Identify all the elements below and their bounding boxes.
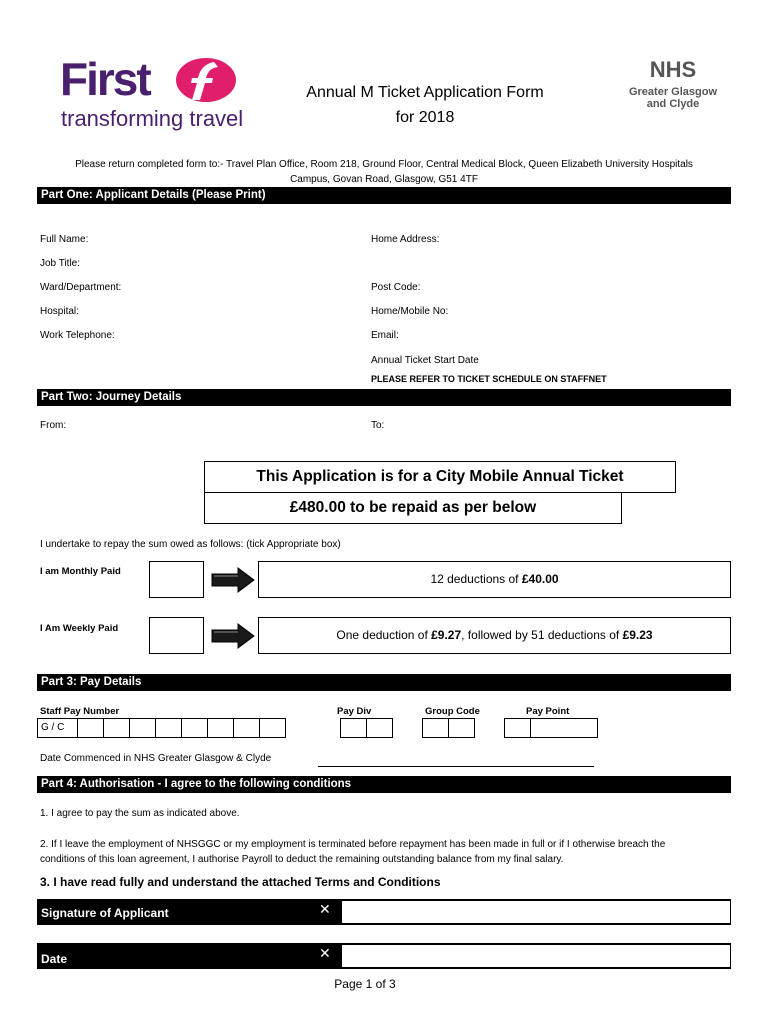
ticket-type-box bbox=[204, 461, 676, 493]
pay-point-cell[interactable] bbox=[530, 718, 598, 738]
post-code-label: Post Code: bbox=[371, 282, 421, 293]
date-commenced-line[interactable] bbox=[318, 766, 594, 767]
return-line1: Please return completed form to:- Travel Plan Office, Room 218, Ground Floor, Central Medical Block, Queen Elizabeth University Hospitals bbox=[75, 159, 693, 170]
first-logo-tagline: transforming travel bbox=[61, 106, 244, 131]
condition-3: 3. I have read fully and understand the attached Terms and Conditions bbox=[40, 875, 441, 889]
email-label: Email: bbox=[371, 330, 399, 341]
pay-point-label: Pay Point bbox=[526, 706, 570, 717]
group-code-label: Group Code bbox=[425, 706, 480, 717]
pay-div-cell[interactable] bbox=[340, 718, 367, 738]
date-label: Date bbox=[41, 952, 68, 966]
monthly-amount: £40.00 bbox=[521, 572, 559, 586]
home-address-label: Home Address: bbox=[371, 234, 440, 245]
repay-amount-box bbox=[204, 492, 622, 524]
condition-2-line1: 2. If I leave the employment of NHSGGC or my employment is terminated before repayment has been made in full or if I otherwise breach the bbox=[40, 839, 666, 850]
date-field[interactable] bbox=[342, 945, 730, 967]
weekly-mid: , followed by 51 deductions of bbox=[461, 628, 623, 642]
part-two-heading: Part Two: Journey Details bbox=[37, 389, 731, 406]
pay-div-cells bbox=[340, 718, 393, 738]
form-title-line2: for 2018 bbox=[395, 109, 455, 126]
return-line2: Campus, Govan Road, Glasgow, G51 4TF bbox=[290, 174, 478, 185]
group-code-cell[interactable] bbox=[448, 718, 475, 738]
form-title bbox=[270, 80, 580, 130]
nhs-logo-line2: and Clyde bbox=[646, 98, 700, 110]
monthly-paid-label: I am Monthly Paid bbox=[40, 566, 121, 577]
pay-div-label: Pay Div bbox=[337, 706, 372, 717]
staff-pay-cell[interactable] bbox=[181, 718, 208, 738]
date-x-icon: ✕ bbox=[319, 945, 331, 961]
to-label: To: bbox=[371, 420, 385, 431]
signature-row bbox=[37, 899, 731, 925]
staff-pay-cells bbox=[37, 718, 286, 738]
part-one-heading: Part One: Applicant Details (Please Print) bbox=[37, 187, 731, 204]
condition-1: 1. I agree to pay the sum as indicated above. bbox=[40, 808, 240, 819]
first-f-icon bbox=[174, 56, 238, 104]
staff-pay-cell[interactable] bbox=[129, 718, 156, 738]
weekly-prefix: One deduction of bbox=[336, 628, 432, 642]
weekly-paid-label: I Am Weekly Paid bbox=[40, 623, 119, 634]
group-code-cells bbox=[422, 718, 475, 738]
staff-pay-cell[interactable] bbox=[207, 718, 234, 738]
from-label: From: bbox=[40, 420, 67, 431]
gc-cell: G / C bbox=[37, 718, 78, 738]
part-four-heading: Part 4: Authorisation - I agree to the following conditions bbox=[37, 776, 731, 793]
weekly-deduction-box bbox=[258, 617, 731, 654]
ward-label: Ward/Department: bbox=[40, 282, 122, 293]
hospital-label: Hospital: bbox=[40, 306, 79, 317]
first-logo bbox=[60, 52, 250, 132]
return-address bbox=[37, 157, 731, 187]
signature-x-icon: ✕ bbox=[319, 901, 331, 917]
pay-div-cell[interactable] bbox=[366, 718, 393, 738]
work-telephone-label: Work Telephone: bbox=[40, 330, 115, 341]
monthly-arrow-icon bbox=[210, 565, 256, 595]
staff-pay-cell[interactable] bbox=[103, 718, 130, 738]
signature-field[interactable] bbox=[342, 901, 730, 923]
weekly-arrow-icon bbox=[210, 621, 256, 651]
staff-pay-cell[interactable] bbox=[259, 718, 286, 738]
signature-label: Signature of Applicant bbox=[41, 906, 169, 920]
nhs-logo-line1: Greater Glasgow bbox=[628, 86, 718, 98]
pay-point-cells bbox=[504, 718, 598, 738]
monthly-checkbox[interactable] bbox=[149, 561, 204, 598]
weekly-rest-amount: £9.23 bbox=[622, 628, 653, 642]
staff-pay-cell[interactable] bbox=[155, 718, 182, 738]
nhs-logo-word: NHS bbox=[649, 57, 697, 82]
date-row bbox=[37, 943, 731, 969]
pay-point-cell[interactable] bbox=[504, 718, 531, 738]
repay-amount-text: £480.00 to be repaid as per below bbox=[289, 499, 537, 516]
staff-pay-label: Staff Pay Number bbox=[40, 706, 120, 717]
group-code-cell[interactable] bbox=[422, 718, 449, 738]
condition-2-line2: conditions of this loan agreement, I authorise Payroll to deduct the remaining outstanding balance from my final salary. bbox=[40, 854, 564, 865]
full-name-label: Full Name: bbox=[40, 234, 89, 245]
staff-pay-cell[interactable] bbox=[77, 718, 104, 738]
date-commenced-label: Date Commenced in NHS Greater Glasgow & Clyde bbox=[40, 753, 272, 764]
staff-pay-cell[interactable] bbox=[233, 718, 260, 738]
monthly-deduction-text bbox=[259, 562, 730, 596]
ticket-type-text: This Application is for a City Mobile Annual Ticket bbox=[256, 468, 624, 485]
weekly-first-amount: £9.27 bbox=[431, 628, 462, 642]
start-date-label: Annual Ticket Start Date bbox=[371, 355, 479, 366]
home-mobile-label: Home/Mobile No: bbox=[371, 306, 449, 317]
undertake-text: I undertake to repay the sum owed as follows: (tick Appropriate box) bbox=[40, 539, 341, 550]
job-title-label: Job Title: bbox=[40, 258, 81, 269]
condition-2 bbox=[40, 837, 730, 867]
page-number: Page 1 of 3 bbox=[334, 977, 396, 991]
first-logo-word: First bbox=[60, 53, 150, 105]
weekly-checkbox[interactable] bbox=[149, 617, 204, 654]
refer-note: PLEASE REFER TO TICKET SCHEDULE ON STAFFNET bbox=[371, 374, 607, 384]
monthly-prefix: 12 deductions of bbox=[430, 572, 522, 586]
form-title-line1: Annual M Ticket Application Form bbox=[306, 84, 544, 101]
monthly-deduction-box bbox=[258, 561, 731, 598]
part-three-heading: Part 3: Pay Details bbox=[37, 674, 731, 691]
weekly-deduction-text bbox=[259, 618, 730, 652]
nhs-logo bbox=[618, 58, 728, 110]
